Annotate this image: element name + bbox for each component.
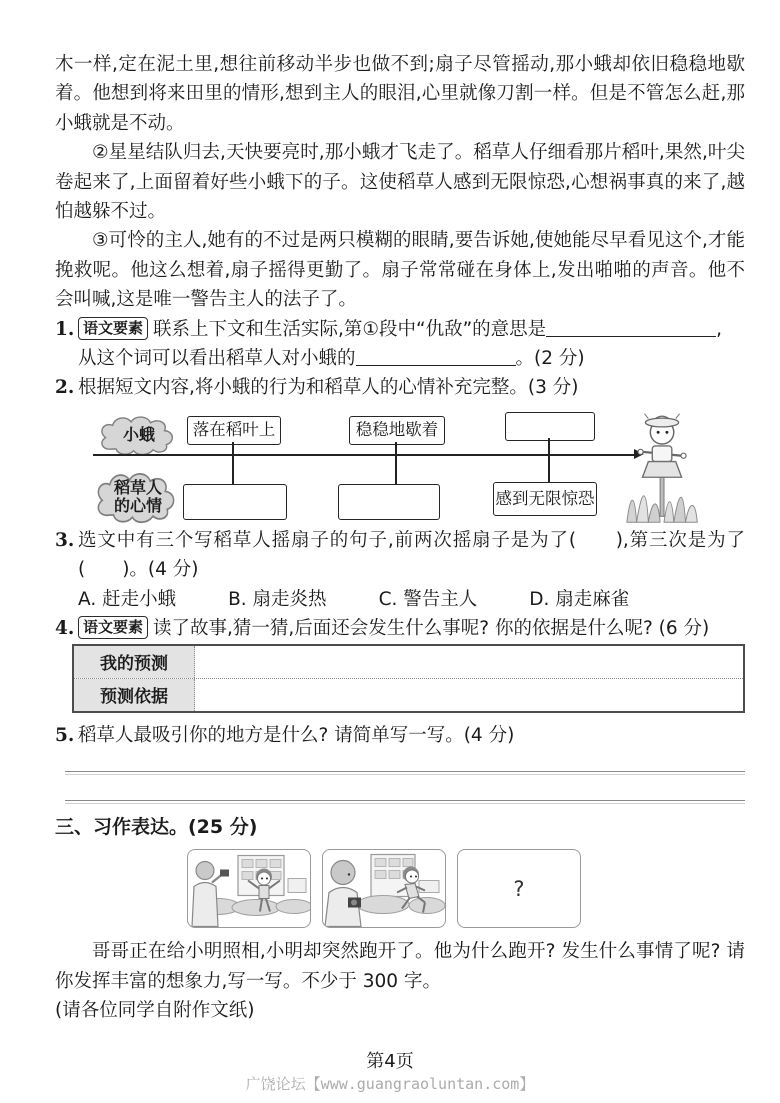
comic-panel-1 (187, 849, 311, 928)
connector-line-2 (395, 442, 397, 484)
boy-running-away-scene-icon (323, 850, 445, 927)
table-row (74, 679, 743, 711)
connector-line-1 (232, 442, 234, 484)
scarecrow-mood-box-2-empty[interactable] (338, 484, 440, 520)
timeline-arrow (93, 454, 635, 456)
photo-pose-scene-icon (188, 850, 310, 927)
question-4 (55, 614, 745, 643)
prediction-basis-answer-cell[interactable] (195, 679, 743, 711)
scarecrow-mood-label-line1: 稻草人 (113, 477, 162, 497)
comic-strip (187, 849, 745, 928)
passage-paragraph-1: 木一样,定在泥土里,想往前移动半步也做不到;扇子尽管摇动,那小蛾却依旧稳稳地歇着。他想到将来田里的情形,想到主人的眼泪,心里就像刀割一样。但是不管怎么赶,那小蛾就是不动。 (55, 54, 745, 134)
question-4-text: 读了故事,猜一猜,后面还会发生什么事呢? 你的依据是什么呢? (6 分) (153, 618, 710, 640)
question-5 (55, 721, 745, 750)
question-2-text: 根据短文内容,将小蛾的行为和稻草人的心情补充完整。(3 分) (78, 377, 579, 399)
connector-line-3 (548, 438, 550, 482)
question-1-text-line2: 从这个词可以看出稻草人对小蛾的 (78, 348, 356, 370)
scarecrow-mood-box-3: 感到无限惊恐 (493, 482, 597, 516)
option-b: B. 扇走炎热 (228, 588, 327, 610)
attach-paper-note: (请各位同学自附作文纸) (55, 1000, 255, 1022)
table-row (74, 646, 743, 679)
moth-scarecrow-timeline-diagram (55, 408, 745, 526)
scarecrow-icon (621, 408, 707, 525)
question-1-answer-blank-1[interactable] (546, 317, 716, 337)
option-d: D. 扇走麻雀 (529, 588, 630, 610)
passage-paragraph-2: ②星星结队归去,天快要亮时,那小蛾才飞走了。稻草人仔细看那片稻叶,果然,叶尖卷起来了,上面留着好些小蛾下的子。这使稻草人感到无限惊恐,心想祸事真的来了,越怕越躲不过。 (55, 142, 745, 223)
question-mark-placeholder: ? (513, 876, 525, 901)
question-5-number: 5. (55, 724, 75, 746)
forum-watermark: 广饶论坛【www.guangraoluntan.com】 (245, 1075, 535, 1093)
section-3-heading: 三、习作表达。(25 分) (55, 815, 258, 838)
moth-action-box-2: 稳稳地歇着 (349, 416, 445, 445)
question-1-score: 。(2 分) (515, 348, 585, 370)
moth-cloud-label (95, 414, 183, 456)
question-1-text: 联系上下文和生活实际,第①段中“仇敌”的意思是 (153, 318, 547, 340)
scarecrow-mood-box-1-empty[interactable] (183, 484, 287, 520)
comic-panel-3-empty (457, 849, 581, 928)
question-3-text: 选文中有三个写稻草人摇扇子的句子,前两次摇扇子是为了( ),第三次是为了( )。(4 分) (78, 529, 745, 581)
question-1 (55, 315, 745, 374)
question-1-answer-blank-2[interactable] (356, 347, 516, 367)
question-3 (55, 526, 745, 585)
vocab-element-badge: 语文要素 (78, 616, 148, 639)
moth-label-text: 小蛾 (122, 424, 155, 444)
comic-panel-2 (322, 849, 446, 928)
question-1-number: 1. (55, 318, 75, 340)
writing-prompt: 哥哥正在给小明照相,小明却突然跑开了。他为什么跑开? 发生什么事情了呢? 请你发挥丰富的想象力,写一写。不少于 300 字。 (55, 941, 745, 992)
my-prediction-answer-cell[interactable] (195, 646, 743, 678)
vocab-element-badge: 语文要素 (78, 317, 148, 340)
question-1-comma: , (716, 318, 723, 340)
my-prediction-label: 我的预测 (74, 646, 195, 678)
scarecrow-mood-label-line2: 的心情 (113, 495, 162, 515)
answer-line-1[interactable] (65, 771, 745, 775)
question-3-number: 3. (55, 529, 75, 551)
question-3-options (55, 585, 745, 614)
moth-action-box-3-empty[interactable] (505, 412, 595, 441)
option-a: A. 赶走小蛾 (78, 588, 177, 610)
prediction-basis-label: 预测依据 (74, 679, 195, 711)
option-c: C. 警告主人 (378, 588, 478, 610)
moth-action-box-1: 落在稻叶上 (187, 416, 281, 445)
question-5-text: 稻草人最吸引你的地方是什么? 请简单写一写。(4 分) (78, 724, 515, 746)
scarecrow-mood-cloud-label (91, 470, 185, 524)
prediction-table (72, 644, 745, 713)
question-2 (55, 373, 745, 402)
answer-line-2[interactable] (65, 800, 745, 804)
page-number: 第4页 (366, 1051, 414, 1072)
question-4-number: 4. (55, 618, 75, 640)
question-2-number: 2. (55, 377, 75, 399)
page-content (55, 50, 745, 1026)
passage-paragraph-3: ③可怜的主人,她有的不过是两只模糊的眼睛,要告诉她,使她能尽早看见这个,才能挽救呢。他这么想着,扇子摇得更勤了。扇子常常碰在身体上,发出啪啪的声音。他不会叫喊,这是唯一警告主人的法子了。 (55, 230, 745, 311)
